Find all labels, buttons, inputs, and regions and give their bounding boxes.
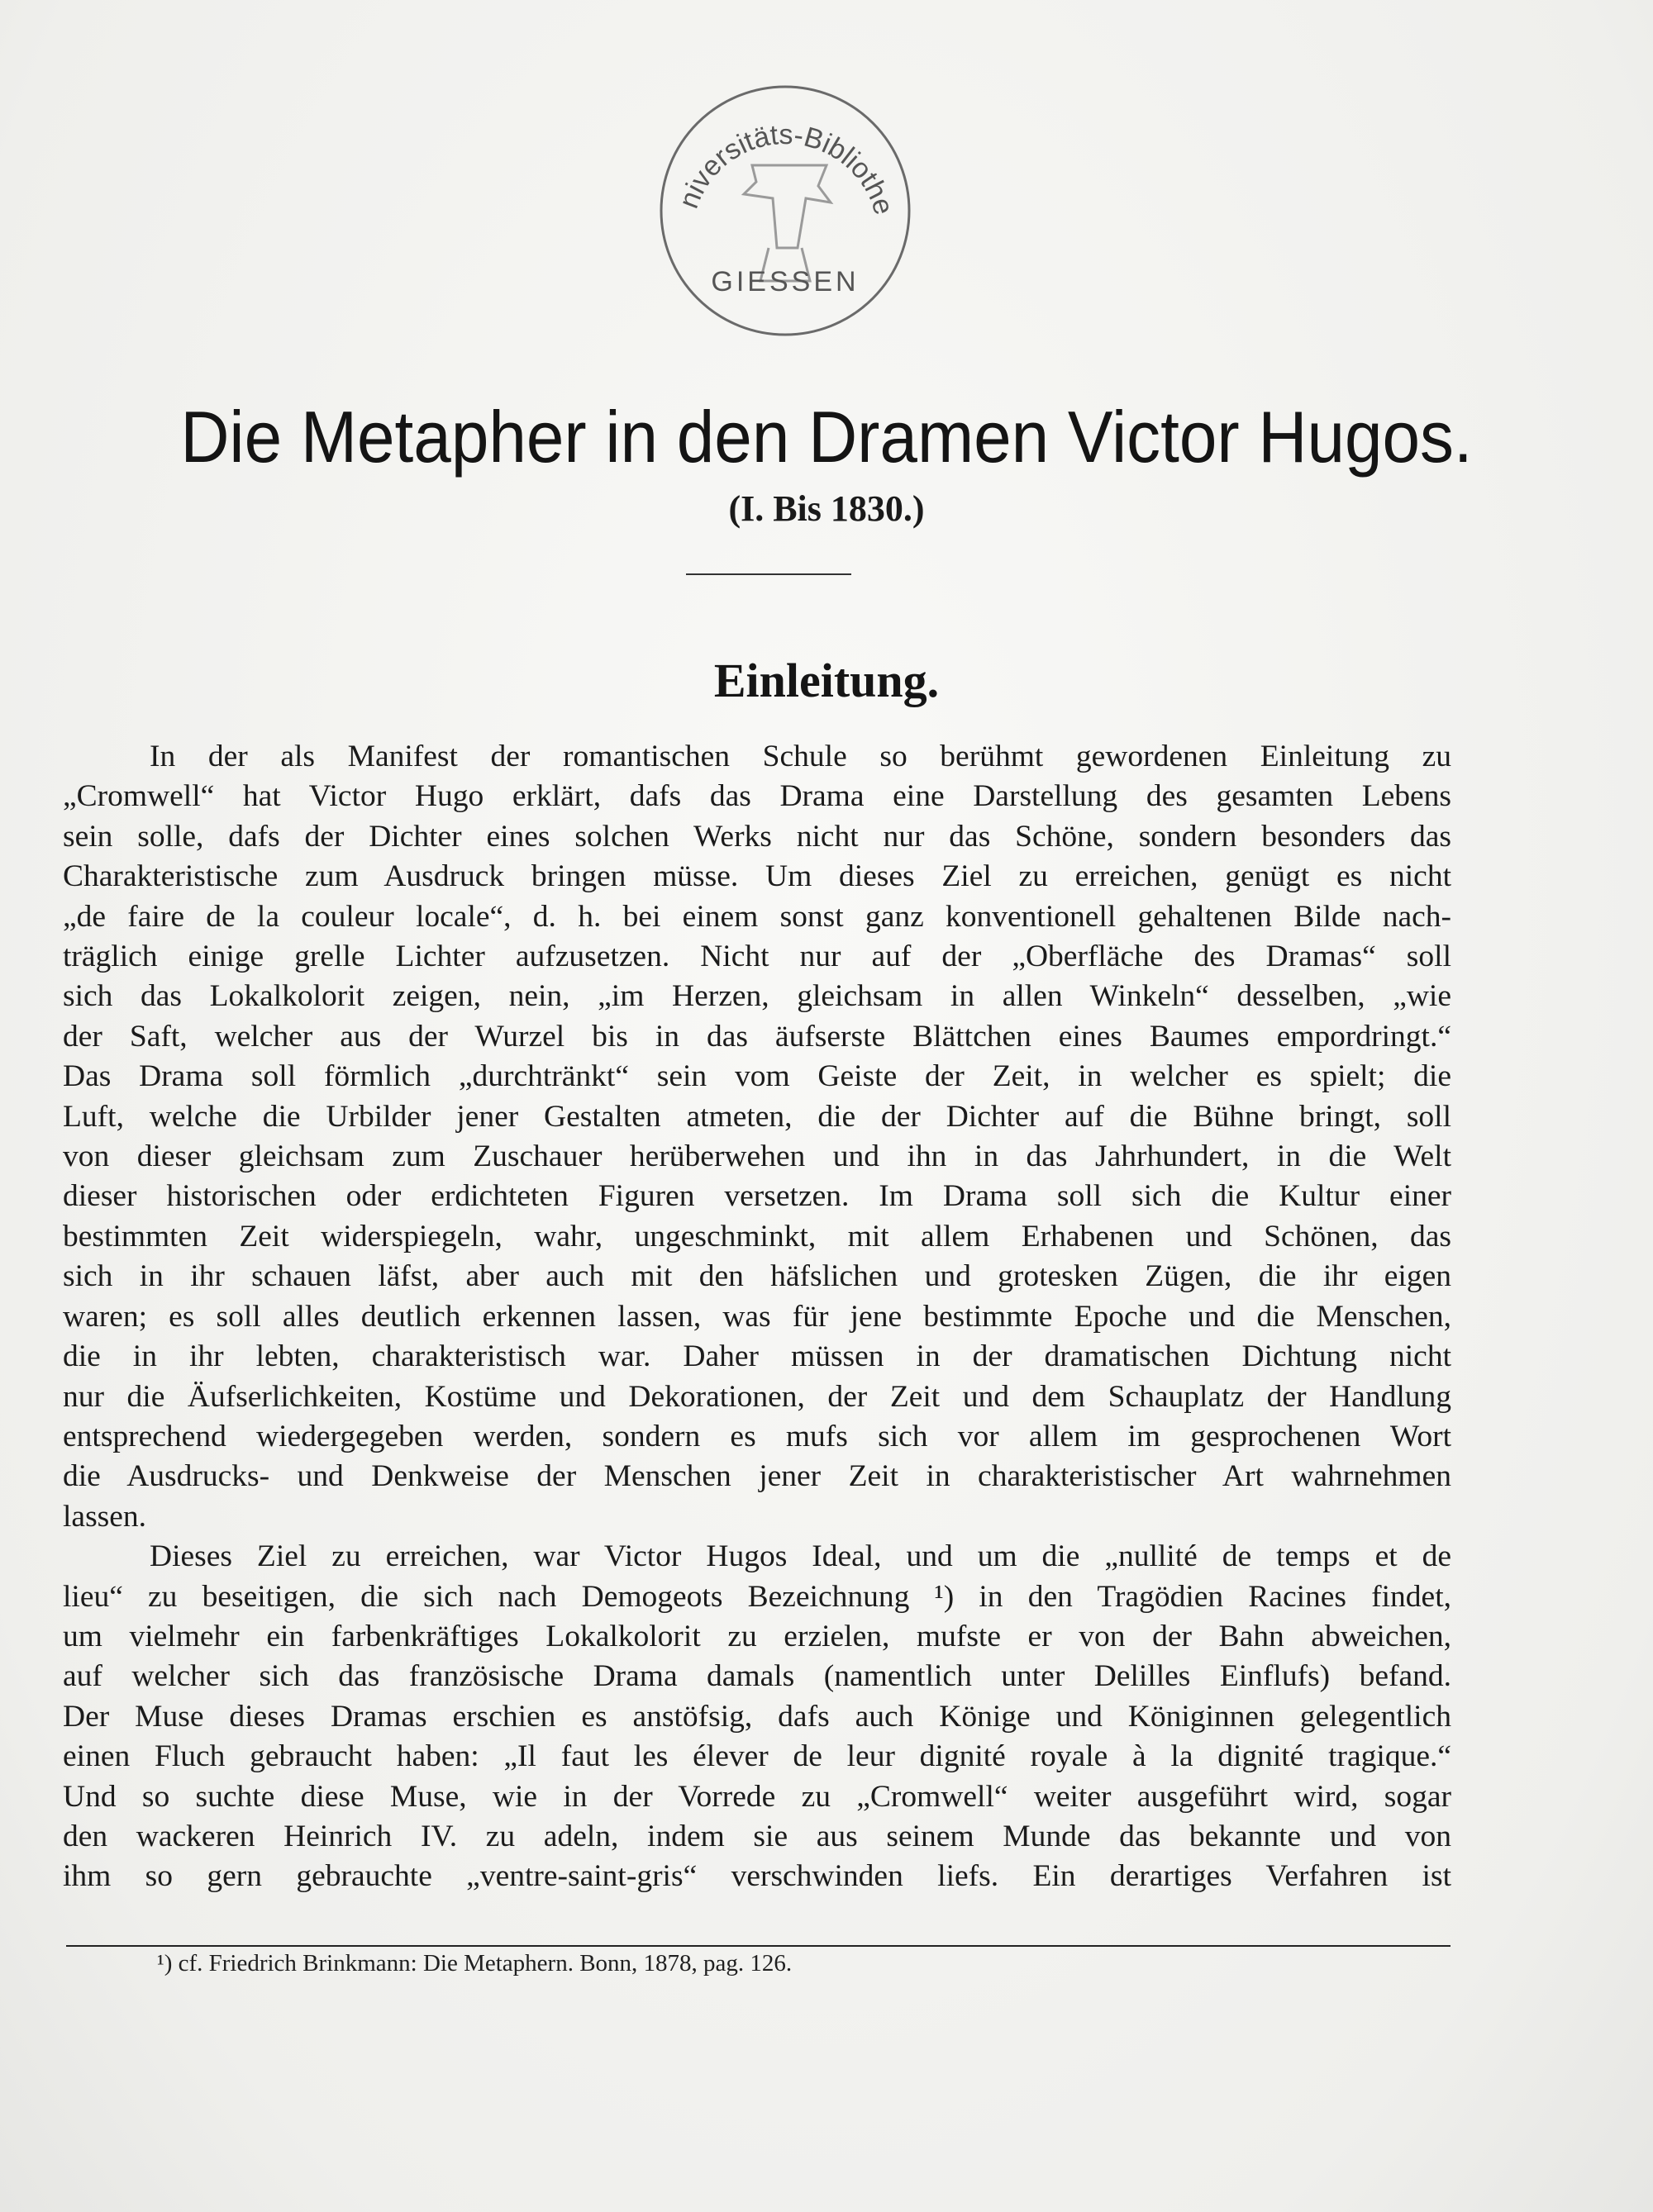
- text-line: ihm so gern gebrauchte „ventre-saint-gris“ verschwinden liefs. Ein derartiges Verfahren ist: [63, 1859, 1451, 1894]
- stamp-city-text: GIESSEN: [711, 266, 860, 297]
- section-heading: Einleitung.: [713, 654, 940, 707]
- text-line: um vielmehr ein farbenkräftiges Lokalkolorit zu erzielen, mufste er von der Bahn abweichen,: [63, 1619, 1451, 1653]
- text-line: „Cromwell“ hat Victor Hugo erklärt, dafs das Drama eine Darstellung des gesamten Lebens: [63, 779, 1451, 814]
- text-line: Luft, welche die Urbilder jener Gestalten atmeten, die der Dichter auf die Bühne bringt, soll: [63, 1099, 1451, 1134]
- text-line: die Ausdrucks- und Denkweise der Menschen jener Zeit in charakteristischer Art wahrnehmen: [63, 1459, 1451, 1494]
- text-line: sein solle, dafs der Dichter eines solchen Werks nicht nur das Schöne, sondern besonders das: [63, 819, 1451, 854]
- text-line: sich das Lokalkolorit zeigen, nein, „im Herzen, gleichsam in allen Winkeln“ desselben, „wie: [63, 979, 1451, 1014]
- footnote-divider: [66, 1945, 1451, 1947]
- text-line: Der Muse dieses Dramas erschien es anstöfsig, dafs auch Könige und Königinnen gelegentlich: [63, 1699, 1451, 1734]
- text-line: entsprechend wiedergegeben werden, sondern es mufs sich vor allem im gesprochenen Wort: [63, 1419, 1451, 1453]
- svg-text:Universitäts-Bibliothek: niversitäts-Bibliothe: [673, 119, 900, 219]
- page-subtitle: (I. Bis 1830.): [728, 488, 925, 529]
- body-text: [63, 737, 1451, 1897]
- text-line: nur die Äufserlichkeiten, Kostüme und Dekorationen, der Zeit und dem Schauplatz der Handlung: [63, 1379, 1451, 1414]
- text-line: einen Fluch gebraucht haben: „Il faut les élever de leur dignité royale à la dignité tragique.“: [63, 1739, 1451, 1774]
- text-line: von dieser gleichsam zum Zuschauer herüberwehen und ihn in das Jahrhundert, in die Welt: [63, 1139, 1451, 1174]
- text-line: Das Drama soll förmlich „durchtränkt“ sein vom Geiste der Zeit, in welcher es spielt; die: [63, 1059, 1451, 1094]
- text-line: waren; es soll alles deutlich erkennen lassen, was für jene bestimmte Epoche und die Menschen,: [63, 1299, 1451, 1334]
- text-line: dieser historischen oder erdichteten Figuren versetzen. Im Drama soll sich die Kultur einer: [63, 1179, 1451, 1214]
- text-line: Und so suchte diese Muse, wie in der Vorrede zu „Cromwell“ weiter ausgeführt wird, sogar: [63, 1779, 1451, 1814]
- text-line: bestimmten Zeit widerspiegeln, wahr, ungeschminkt, mit allem Erhabenen und Schönen, das: [63, 1219, 1451, 1253]
- text-line: „de faire de la couleur locale“, d. h. bei einem sonst ganz konventionell gehaltenen Bilde nach-: [63, 899, 1451, 934]
- text-line: lassen.: [63, 1499, 147, 1534]
- library-stamp: [653, 74, 917, 339]
- text-line: träglich einige grelle Lichter aufzusetzen. Nicht nur auf der „Oberfläche des Dramas“ soll: [63, 940, 1451, 974]
- text-line: der Saft, welcher aus der Wurzel bis in das äufserste Blättchen eines Baumes empordringt.“: [63, 1019, 1451, 1054]
- footnote: ¹) cf. Friedrich Brinkmann: Die Metaphern. Bonn, 1878, pag. 126.: [157, 1950, 793, 1977]
- text-line: lieu“ zu beseitigen, die sich nach Demogeots Bezeichnung ¹) in den Tragödien Racines findet,: [63, 1579, 1451, 1614]
- text-line: Charakteristische zum Ausdruck bringen müsse. Um dieses Ziel zu erreichen, genügt es nicht: [63, 859, 1451, 894]
- page-title: Die Metapher in den Dramen Victor Hugos.: [180, 396, 1473, 478]
- stamp-seal-icon: [653, 74, 917, 339]
- text-line: die in ihr lebten, charakteristisch war. Daher müssen in der dramatischen Dichtung nicht: [63, 1339, 1451, 1374]
- text-line: In der als Manifest der romantischen Schule so berühmt gewordenen Einleitung zu: [150, 740, 1451, 773]
- text-line: auf welcher sich das französische Drama damals (namentlich unter Delilles Einflufs) befand.: [63, 1659, 1451, 1694]
- text-line: Dieses Ziel zu erreichen, war Victor Hugos Ideal, und um die „nullité de temps et de: [150, 1539, 1451, 1574]
- title-divider: [686, 573, 851, 575]
- text-line: sich in ihr schauen läfst, aber auch mit den häfslichen und grotesken Zügen, die ihr eigen: [63, 1259, 1451, 1294]
- text-line: den wackeren Heinrich IV. zu adeln, indem sie aus seinem Munde das bekannte und von: [63, 1819, 1451, 1853]
